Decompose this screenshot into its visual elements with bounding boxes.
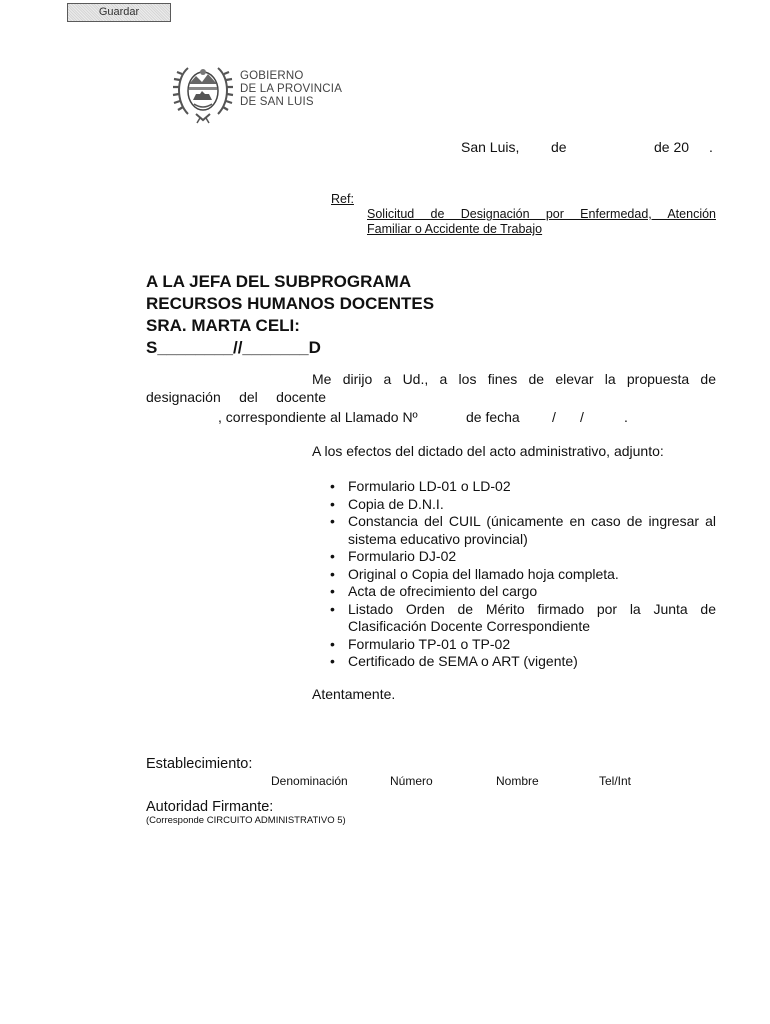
date-slash-2: / [580, 409, 584, 425]
save-button[interactable]: Guardar [67, 3, 171, 22]
logo-line-1: GOBIERNO [240, 70, 304, 82]
closing: Atentamente. [312, 686, 396, 702]
ref-label: Ref: [331, 192, 354, 206]
list-item: • Copia de D.N.I. [330, 496, 716, 514]
ref-subject-line-1: Solicitud de Designación por Enfermedad, Atención [367, 207, 716, 221]
attachments-list [330, 478, 716, 671]
column-tel-int: Tel/Int [599, 774, 632, 788]
date-de-1: de [551, 139, 567, 155]
provincial-seal-icon [172, 60, 234, 124]
column-numero: Número [390, 774, 433, 788]
heading-line-4: S________//_______D [146, 338, 321, 357]
list-item: • Certificado de SEMA o ART (vigente) [330, 653, 716, 671]
logo-line-3: DE SAN LUIS [240, 96, 314, 108]
date-city: San Luis, [461, 139, 520, 155]
body-paragraph-line-3b: de fecha [466, 409, 520, 425]
autoridad-label: Autoridad Firmante: [146, 799, 274, 815]
list-item: • Formulario TP-01 o TP-02 [330, 636, 716, 654]
list-item: • Listado Orden de Mérito firmado por la Junta de Clasificación Docente Correspondiente [330, 601, 716, 636]
body-paragraph-line-2: designación del docente [146, 389, 326, 405]
heading-line-3: SRA. MARTA CELI: [146, 316, 300, 335]
heading-line-2: RECURSOS HUMANOS DOCENTES [146, 294, 435, 313]
list-item: • Formulario DJ-02 [330, 548, 716, 566]
list-item: • Acta de ofrecimiento del cargo [330, 583, 716, 601]
list-item: • Original o Copia del llamado hoja completa. [330, 566, 716, 584]
addressee-heading [146, 271, 434, 359]
government-logo-text [240, 70, 342, 109]
body-paragraph-line-1: Me dirijo a Ud., a los fines de elevar la propuesta de [312, 371, 716, 387]
establecimiento-label: Establecimiento: [146, 756, 253, 772]
column-nombre: Nombre [496, 774, 539, 788]
date-slash-1: / [552, 409, 556, 425]
attachments-intro: A los efectos del dictado del acto administrativo, adjunto: [312, 443, 664, 459]
body-paragraph-line-3a: , correspondiente al Llamado Nº [218, 409, 418, 425]
heading-line-1: A LA JEFA DEL SUBPROGRAMA [146, 272, 412, 291]
date-de-2: de 20 [654, 139, 690, 155]
logo-line-2: DE LA PROVINCIA [240, 83, 343, 95]
list-item: • Formulario LD-01 o LD-02 [330, 478, 716, 496]
ref-subject-line-2: Familiar o Accidente de Trabajo [367, 222, 543, 236]
column-denominacion: Denominación [271, 774, 348, 788]
autoridad-note: (Corresponde CIRCUITO ADMINISTRATIVO 5) [146, 815, 346, 826]
date-period: . [709, 139, 713, 155]
list-item: • Constancia del CUIL (únicamente en caso de ingresar al sistema educativo provincial) [330, 513, 716, 548]
date-period-2: . [624, 409, 628, 425]
